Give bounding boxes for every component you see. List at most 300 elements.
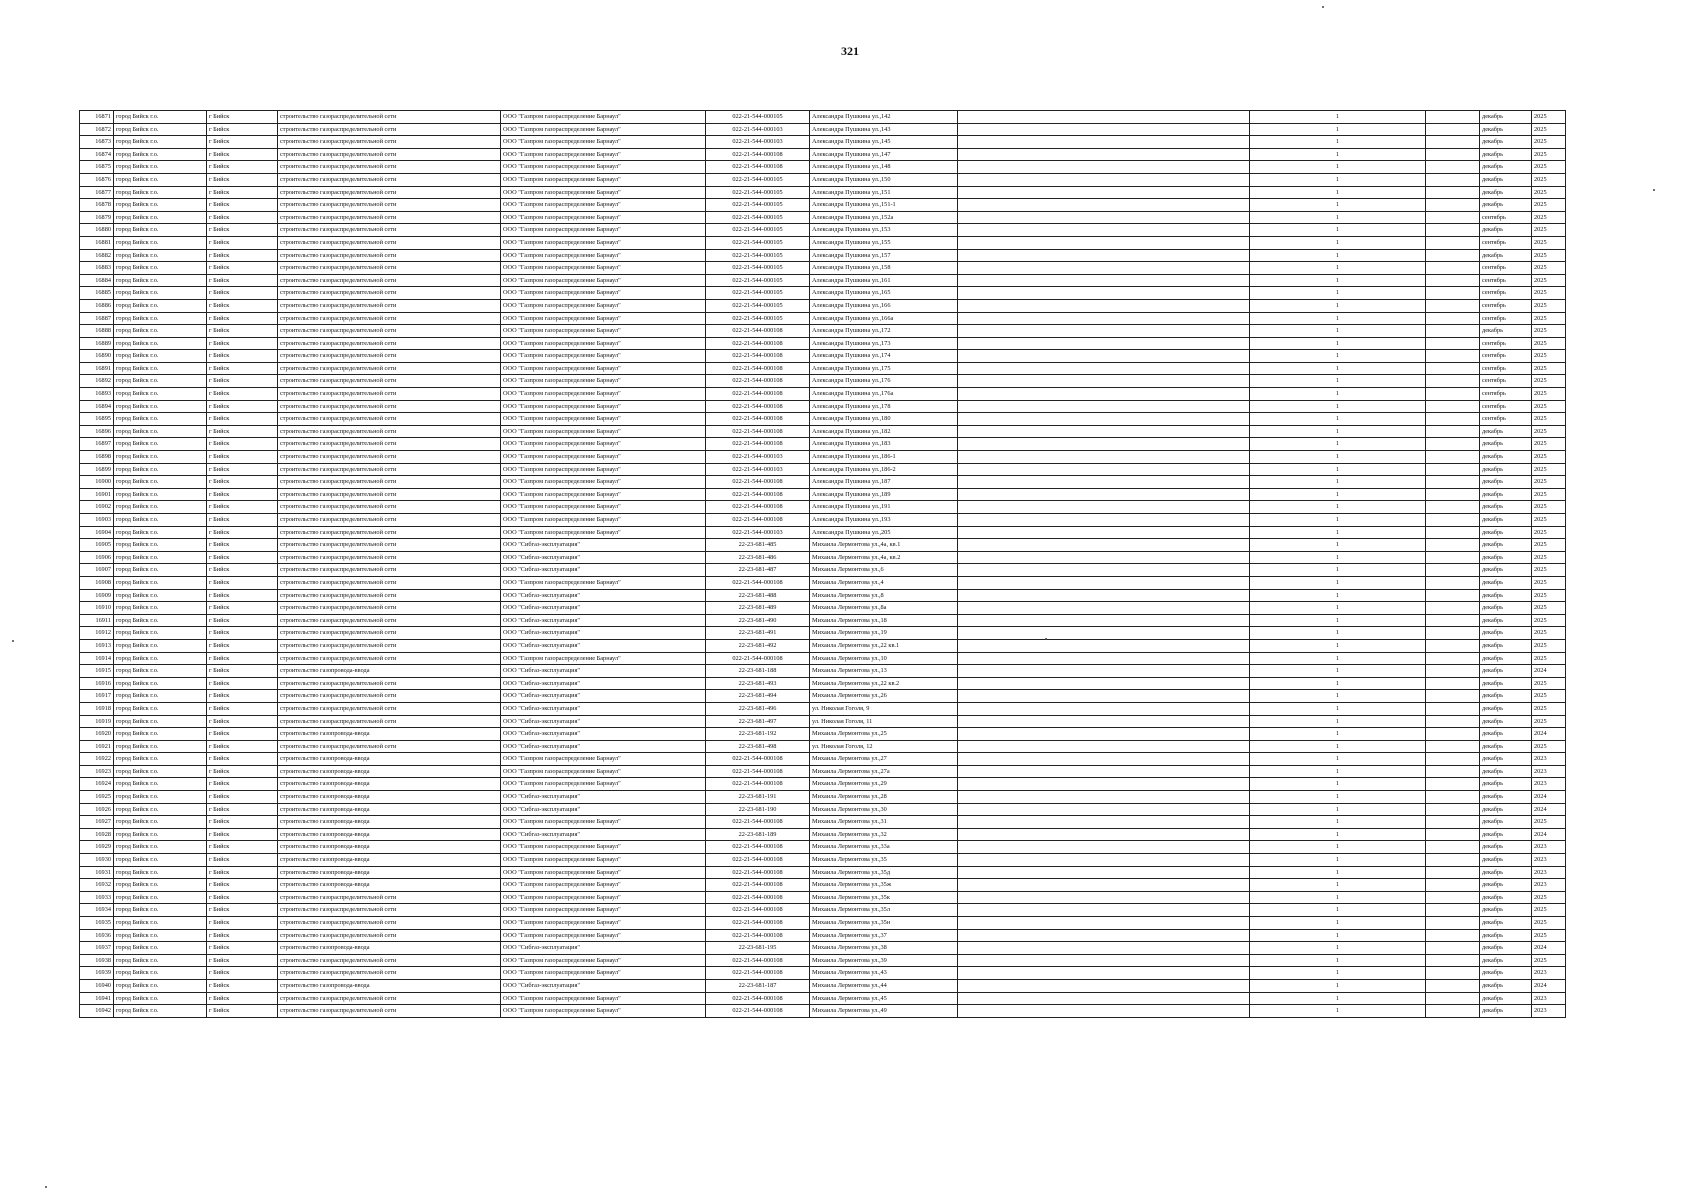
- empty-cell: [1426, 400, 1480, 413]
- region-cell: город Бийск г.о.: [114, 904, 207, 917]
- organization-cell: ООО "Сибгаз-эксплуатация": [501, 677, 706, 690]
- region-cell: город Бийск г.о.: [114, 111, 207, 124]
- address-cell: Михаила Лермонтова ул.,43: [810, 967, 958, 980]
- work-type-cell: строительство газопровода-ввода: [278, 866, 501, 879]
- empty-cell: [958, 476, 1250, 489]
- empty-cell: [1426, 123, 1480, 136]
- empty-cell: [1426, 589, 1480, 602]
- scan-speck: [45, 1186, 47, 1188]
- region-cell: город Бийск г.о.: [114, 388, 207, 401]
- year-cell: 2025: [1532, 362, 1566, 375]
- month-cell: сентябрь: [1480, 413, 1532, 426]
- month-cell: декабрь: [1480, 136, 1532, 149]
- year-cell: 2025: [1532, 929, 1566, 942]
- table-row: [80, 639, 1566, 652]
- city-cell: г Бийск: [207, 589, 278, 602]
- empty-cell: [1426, 992, 1480, 1005]
- code-cell: 22-23-681-494: [706, 690, 810, 703]
- organization-cell: ООО "Сибгаз-эксплуатация": [501, 740, 706, 753]
- city-cell: г Бийск: [207, 917, 278, 930]
- organization-cell: ООО "Газпром газораспределение Барнаул": [501, 161, 706, 174]
- organization-cell: ООО "Газпром газораспределение Барнаул": [501, 375, 706, 388]
- organization-cell: ООО "Газпром газораспределение Барнаул": [501, 514, 706, 527]
- month-cell: декабрь: [1480, 942, 1532, 955]
- count-cell: 1: [1250, 652, 1426, 665]
- work-type-cell: строительство газораспределительной сети: [278, 312, 501, 325]
- code-cell: 022-21-544-000108: [706, 891, 810, 904]
- code-cell: 022-21-544-000108: [706, 350, 810, 363]
- empty-cell: [1426, 778, 1480, 791]
- row-number: 16927: [80, 816, 114, 829]
- year-cell: 2023: [1532, 967, 1566, 980]
- region-cell: город Бийск г.о.: [114, 148, 207, 161]
- code-cell: 022-21-544-000108: [706, 514, 810, 527]
- count-cell: 1: [1250, 161, 1426, 174]
- row-number: 16913: [80, 639, 114, 652]
- work-type-cell: строительство газораспределительной сети: [278, 362, 501, 375]
- organization-cell: ООО "Газпром газораспределение Барнаул": [501, 211, 706, 224]
- year-cell: 2025: [1532, 488, 1566, 501]
- count-cell: 1: [1250, 904, 1426, 917]
- city-cell: г Бийск: [207, 992, 278, 1005]
- region-cell: город Бийск г.о.: [114, 841, 207, 854]
- year-cell: 2023: [1532, 1005, 1566, 1018]
- year-cell: 2025: [1532, 136, 1566, 149]
- empty-cell: [958, 186, 1250, 199]
- city-cell: г Бийск: [207, 375, 278, 388]
- city-cell: г Бийск: [207, 425, 278, 438]
- city-cell: г Бийск: [207, 627, 278, 640]
- city-cell: г Бийск: [207, 514, 278, 527]
- year-cell: 2024: [1532, 665, 1566, 678]
- city-cell: г Бийск: [207, 173, 278, 186]
- region-cell: город Бийск г.о.: [114, 866, 207, 879]
- table-row: [80, 942, 1566, 955]
- empty-cell: [958, 274, 1250, 287]
- year-cell: 2025: [1532, 564, 1566, 577]
- city-cell: г Бийск: [207, 413, 278, 426]
- organization-cell: ООО "Сибгаз-эксплуатация": [501, 602, 706, 615]
- table-row: [80, 866, 1566, 879]
- organization-cell: ООО "Газпром газораспределение Барнаул": [501, 312, 706, 325]
- address-cell: Александра Пушкина ул.,205: [810, 526, 958, 539]
- row-number: 16884: [80, 274, 114, 287]
- count-cell: 1: [1250, 828, 1426, 841]
- row-number: 16933: [80, 891, 114, 904]
- month-cell: декабрь: [1480, 791, 1532, 804]
- work-type-cell: строительство газопровода-ввода: [278, 765, 501, 778]
- address-cell: Михаила Лермонтова ул.,22 кв.2: [810, 677, 958, 690]
- month-cell: сентябрь: [1480, 350, 1532, 363]
- code-cell: 22-23-681-498: [706, 740, 810, 753]
- address-cell: Александра Пушкина ул.,191: [810, 501, 958, 514]
- city-cell: г Бийск: [207, 337, 278, 350]
- row-number: 16912: [80, 627, 114, 640]
- organization-cell: ООО "Сибгаз-эксплуатация": [501, 639, 706, 652]
- month-cell: декабрь: [1480, 451, 1532, 464]
- region-cell: город Бийск г.о.: [114, 816, 207, 829]
- region-cell: город Бийск г.о.: [114, 463, 207, 476]
- city-cell: г Бийск: [207, 602, 278, 615]
- count-cell: 1: [1250, 677, 1426, 690]
- region-cell: город Бийск г.о.: [114, 765, 207, 778]
- region-cell: город Бийск г.о.: [114, 589, 207, 602]
- empty-cell: [1426, 702, 1480, 715]
- row-number: 16925: [80, 791, 114, 804]
- year-cell: 2023: [1532, 854, 1566, 867]
- organization-cell: ООО "Газпром газораспределение Барнаул": [501, 262, 706, 275]
- table-row: [80, 362, 1566, 375]
- table-row: [80, 375, 1566, 388]
- row-number: 16926: [80, 803, 114, 816]
- count-cell: 1: [1250, 715, 1426, 728]
- count-cell: 1: [1250, 337, 1426, 350]
- month-cell: декабрь: [1480, 186, 1532, 199]
- table-row: [80, 287, 1566, 300]
- row-number: 16923: [80, 765, 114, 778]
- organization-cell: ООО "Сибгаз-эксплуатация": [501, 828, 706, 841]
- region-cell: город Бийск г.о.: [114, 526, 207, 539]
- month-cell: декабрь: [1480, 828, 1532, 841]
- work-type-cell: строительство газопровода-ввода: [278, 816, 501, 829]
- count-cell: 1: [1250, 362, 1426, 375]
- city-cell: г Бийск: [207, 904, 278, 917]
- work-type-cell: строительство газораспределительной сети: [278, 702, 501, 715]
- city-cell: г Бийск: [207, 123, 278, 136]
- year-cell: 2024: [1532, 942, 1566, 955]
- address-cell: Михаила Лермонтова ул.,26: [810, 690, 958, 703]
- row-number: 16932: [80, 879, 114, 892]
- row-number: 16929: [80, 841, 114, 854]
- row-number: 16908: [80, 576, 114, 589]
- city-cell: г Бийск: [207, 728, 278, 741]
- row-number: 16892: [80, 375, 114, 388]
- region-cell: город Бийск г.о.: [114, 677, 207, 690]
- code-cell: 022-21-544-000108: [706, 375, 810, 388]
- city-cell: г Бийск: [207, 161, 278, 174]
- month-cell: сентябрь: [1480, 362, 1532, 375]
- empty-cell: [958, 526, 1250, 539]
- city-cell: г Бийск: [207, 438, 278, 451]
- work-type-cell: строительство газопровода-ввода: [278, 791, 501, 804]
- region-cell: город Бийск г.о.: [114, 715, 207, 728]
- organization-cell: ООО "Сибгаз-эксплуатация": [501, 715, 706, 728]
- month-cell: декабрь: [1480, 917, 1532, 930]
- address-cell: Александра Пушкина ул.,189: [810, 488, 958, 501]
- empty-cell: [1426, 299, 1480, 312]
- code-cell: 22-23-681-490: [706, 614, 810, 627]
- count-cell: 1: [1250, 514, 1426, 527]
- table-row: [80, 854, 1566, 867]
- code-cell: 022-21-544-000108: [706, 879, 810, 892]
- table-row: [80, 841, 1566, 854]
- empty-cell: [1426, 312, 1480, 325]
- empty-cell: [1426, 690, 1480, 703]
- organization-cell: ООО "Газпром газораспределение Барнаул": [501, 111, 706, 124]
- count-cell: 1: [1250, 992, 1426, 1005]
- region-cell: город Бийск г.о.: [114, 929, 207, 942]
- code-cell: 22-23-681-189: [706, 828, 810, 841]
- month-cell: сентябрь: [1480, 375, 1532, 388]
- row-number: 16937: [80, 942, 114, 955]
- address-cell: Александра Пушкина ул.,178: [810, 400, 958, 413]
- address-cell: Михаила Лермонтова ул.,8: [810, 589, 958, 602]
- row-number: 16878: [80, 199, 114, 212]
- empty-cell: [1426, 979, 1480, 992]
- city-cell: г Бийск: [207, 551, 278, 564]
- address-cell: Михаила Лермонтова ул.,27а: [810, 765, 958, 778]
- month-cell: декабрь: [1480, 740, 1532, 753]
- city-cell: г Бийск: [207, 866, 278, 879]
- empty-cell: [1426, 803, 1480, 816]
- table-body: [80, 111, 1566, 1018]
- address-cell: Михаила Лермонтова ул.,31: [810, 816, 958, 829]
- table-row: [80, 702, 1566, 715]
- year-cell: 2025: [1532, 287, 1566, 300]
- organization-cell: ООО "Газпром газораспределение Барнаул": [501, 413, 706, 426]
- month-cell: декабрь: [1480, 488, 1532, 501]
- address-cell: Александра Пушкина ул.,158: [810, 262, 958, 275]
- region-cell: город Бийск г.о.: [114, 312, 207, 325]
- work-type-cell: строительство газораспределительной сети: [278, 551, 501, 564]
- code-cell: 022-21-544-000108: [706, 753, 810, 766]
- address-cell: Михаила Лермонтова ул.,49: [810, 1005, 958, 1018]
- region-cell: город Бийск г.о.: [114, 602, 207, 615]
- month-cell: декабрь: [1480, 564, 1532, 577]
- year-cell: 2025: [1532, 224, 1566, 237]
- organization-cell: ООО "Сибгаз-эксплуатация": [501, 942, 706, 955]
- empty-cell: [1426, 942, 1480, 955]
- empty-cell: [958, 413, 1250, 426]
- empty-cell: [1426, 325, 1480, 338]
- work-type-cell: строительство газораспределительной сети: [278, 677, 501, 690]
- row-number: 16880: [80, 224, 114, 237]
- region-cell: город Бийск г.о.: [114, 274, 207, 287]
- empty-cell: [958, 199, 1250, 212]
- code-cell: 022-21-544-000108: [706, 337, 810, 350]
- code-cell: 022-21-544-000108: [706, 854, 810, 867]
- region-cell: город Бийск г.о.: [114, 690, 207, 703]
- year-cell: 2025: [1532, 652, 1566, 665]
- empty-cell: [1426, 362, 1480, 375]
- table-row: [80, 425, 1566, 438]
- organization-cell: ООО "Сибгаз-эксплуатация": [501, 539, 706, 552]
- table-row: [80, 765, 1566, 778]
- empty-cell: [958, 967, 1250, 980]
- table-row: [80, 514, 1566, 527]
- empty-cell: [958, 362, 1250, 375]
- year-cell: 2025: [1532, 274, 1566, 287]
- work-type-cell: строительство газораспределительной сети: [278, 123, 501, 136]
- address-cell: Михаила Лермонтова ул.,19: [810, 627, 958, 640]
- organization-cell: ООО "Сибгаз-эксплуатация": [501, 627, 706, 640]
- count-cell: 1: [1250, 299, 1426, 312]
- address-cell: Александра Пушкина ул.,176: [810, 375, 958, 388]
- year-cell: 2023: [1532, 778, 1566, 791]
- code-cell: 022-21-544-000108: [706, 438, 810, 451]
- table-row: [80, 551, 1566, 564]
- row-number: 16879: [80, 211, 114, 224]
- empty-cell: [958, 375, 1250, 388]
- work-type-cell: строительство газораспределительной сети: [278, 211, 501, 224]
- address-cell: Александра Пушкина ул.,145: [810, 136, 958, 149]
- year-cell: 2025: [1532, 614, 1566, 627]
- row-number: 16894: [80, 400, 114, 413]
- code-cell: 022-21-544-000108: [706, 148, 810, 161]
- code-cell: 022-21-544-000105: [706, 211, 810, 224]
- count-cell: 1: [1250, 942, 1426, 955]
- row-number: 16918: [80, 702, 114, 715]
- count-cell: 1: [1250, 501, 1426, 514]
- year-cell: 2024: [1532, 828, 1566, 841]
- region-cell: город Бийск г.о.: [114, 753, 207, 766]
- address-cell: Александра Пушкина ул.,143: [810, 123, 958, 136]
- empty-cell: [1426, 740, 1480, 753]
- count-cell: 1: [1250, 803, 1426, 816]
- city-cell: г Бийск: [207, 451, 278, 464]
- year-cell: 2025: [1532, 589, 1566, 602]
- organization-cell: ООО "Газпром газораспределение Барнаул": [501, 501, 706, 514]
- empty-cell: [958, 715, 1250, 728]
- organization-cell: ООО "Газпром газораспределение Барнаул": [501, 136, 706, 149]
- month-cell: декабрь: [1480, 841, 1532, 854]
- table-row: [80, 123, 1566, 136]
- table-row: [80, 249, 1566, 262]
- count-cell: 1: [1250, 879, 1426, 892]
- month-cell: декабрь: [1480, 979, 1532, 992]
- organization-cell: ООО "Сибгаз-эксплуатация": [501, 690, 706, 703]
- empty-cell: [1426, 148, 1480, 161]
- empty-cell: [958, 173, 1250, 186]
- row-number: 16921: [80, 740, 114, 753]
- empty-cell: [958, 463, 1250, 476]
- city-cell: г Бийск: [207, 501, 278, 514]
- year-cell: 2025: [1532, 904, 1566, 917]
- work-type-cell: строительство газораспределительной сети: [278, 274, 501, 287]
- row-number: 16873: [80, 136, 114, 149]
- region-cell: город Бийск г.о.: [114, 652, 207, 665]
- table-row: [80, 652, 1566, 665]
- region-cell: город Бийск г.о.: [114, 576, 207, 589]
- year-cell: 2024: [1532, 791, 1566, 804]
- city-cell: г Бийск: [207, 287, 278, 300]
- row-number: 16911: [80, 614, 114, 627]
- region-cell: город Бийск г.о.: [114, 564, 207, 577]
- empty-cell: [958, 677, 1250, 690]
- empty-cell: [1426, 828, 1480, 841]
- empty-cell: [958, 929, 1250, 942]
- work-type-cell: строительство газораспределительной сети: [278, 161, 501, 174]
- count-cell: 1: [1250, 488, 1426, 501]
- city-cell: г Бийск: [207, 715, 278, 728]
- address-cell: Михаила Лермонтова ул.,39: [810, 954, 958, 967]
- empty-cell: [958, 879, 1250, 892]
- city-cell: г Бийск: [207, 362, 278, 375]
- month-cell: декабрь: [1480, 501, 1532, 514]
- row-number: 16919: [80, 715, 114, 728]
- empty-cell: [1426, 602, 1480, 615]
- organization-cell: ООО "Газпром газораспределение Барнаул": [501, 400, 706, 413]
- city-cell: г Бийск: [207, 954, 278, 967]
- address-cell: Александра Пушкина ул.,148: [810, 161, 958, 174]
- region-cell: город Бийск г.о.: [114, 299, 207, 312]
- region-cell: город Бийск г.о.: [114, 967, 207, 980]
- table-row: [80, 236, 1566, 249]
- empty-cell: [958, 639, 1250, 652]
- region-cell: город Бийск г.о.: [114, 249, 207, 262]
- count-cell: 1: [1250, 463, 1426, 476]
- table-row: [80, 413, 1566, 426]
- empty-cell: [1426, 652, 1480, 665]
- table-row: [80, 337, 1566, 350]
- work-type-cell: строительство газораспределительной сети: [278, 904, 501, 917]
- region-cell: город Бийск г.о.: [114, 451, 207, 464]
- empty-cell: [958, 690, 1250, 703]
- year-cell: 2025: [1532, 413, 1566, 426]
- row-number: 16872: [80, 123, 114, 136]
- year-cell: 2025: [1532, 425, 1566, 438]
- city-cell: г Бийск: [207, 325, 278, 338]
- year-cell: 2025: [1532, 627, 1566, 640]
- organization-cell: ООО "Сибгаз-эксплуатация": [501, 665, 706, 678]
- code-cell: 022-21-544-000108: [706, 362, 810, 375]
- table-row: [80, 891, 1566, 904]
- row-number: 16942: [80, 1005, 114, 1018]
- region-cell: город Бийск г.о.: [114, 702, 207, 715]
- organization-cell: ООО "Газпром газораспределение Барнаул": [501, 274, 706, 287]
- region-cell: город Бийск г.о.: [114, 375, 207, 388]
- year-cell: 2025: [1532, 463, 1566, 476]
- empty-cell: [1426, 224, 1480, 237]
- table-row: [80, 299, 1566, 312]
- table-row: [80, 224, 1566, 237]
- count-cell: 1: [1250, 111, 1426, 124]
- address-cell: Александра Пушкина ул.,175: [810, 362, 958, 375]
- count-cell: 1: [1250, 929, 1426, 942]
- empty-cell: [958, 614, 1250, 627]
- work-type-cell: строительство газораспределительной сети: [278, 400, 501, 413]
- count-cell: 1: [1250, 614, 1426, 627]
- month-cell: декабрь: [1480, 665, 1532, 678]
- count-cell: 1: [1250, 186, 1426, 199]
- year-cell: 2025: [1532, 917, 1566, 930]
- empty-cell: [1426, 639, 1480, 652]
- work-type-cell: строительство газораспределительной сети: [278, 564, 501, 577]
- city-cell: г Бийск: [207, 803, 278, 816]
- row-number: 16877: [80, 186, 114, 199]
- organization-cell: ООО "Сибгаз-эксплуатация": [501, 614, 706, 627]
- region-cell: город Бийск г.о.: [114, 161, 207, 174]
- row-number: 16940: [80, 979, 114, 992]
- month-cell: декабрь: [1480, 199, 1532, 212]
- year-cell: 2025: [1532, 262, 1566, 275]
- address-cell: Михаила Лермонтова ул.,35н: [810, 917, 958, 930]
- region-cell: город Бийск г.о.: [114, 350, 207, 363]
- code-cell: 022-21-544-000108: [706, 1005, 810, 1018]
- month-cell: декабрь: [1480, 715, 1532, 728]
- code-cell: 022-21-544-000105: [706, 312, 810, 325]
- code-cell: 022-21-544-000108: [706, 904, 810, 917]
- code-cell: 022-21-544-000108: [706, 765, 810, 778]
- code-cell: 022-21-544-000108: [706, 929, 810, 942]
- row-number: 16887: [80, 312, 114, 325]
- address-cell: Александра Пушкина ул.,152а: [810, 211, 958, 224]
- month-cell: декабрь: [1480, 677, 1532, 690]
- code-cell: 22-23-681-493: [706, 677, 810, 690]
- city-cell: г Бийск: [207, 652, 278, 665]
- code-cell: 022-21-544-000105: [706, 111, 810, 124]
- row-number: 16896: [80, 425, 114, 438]
